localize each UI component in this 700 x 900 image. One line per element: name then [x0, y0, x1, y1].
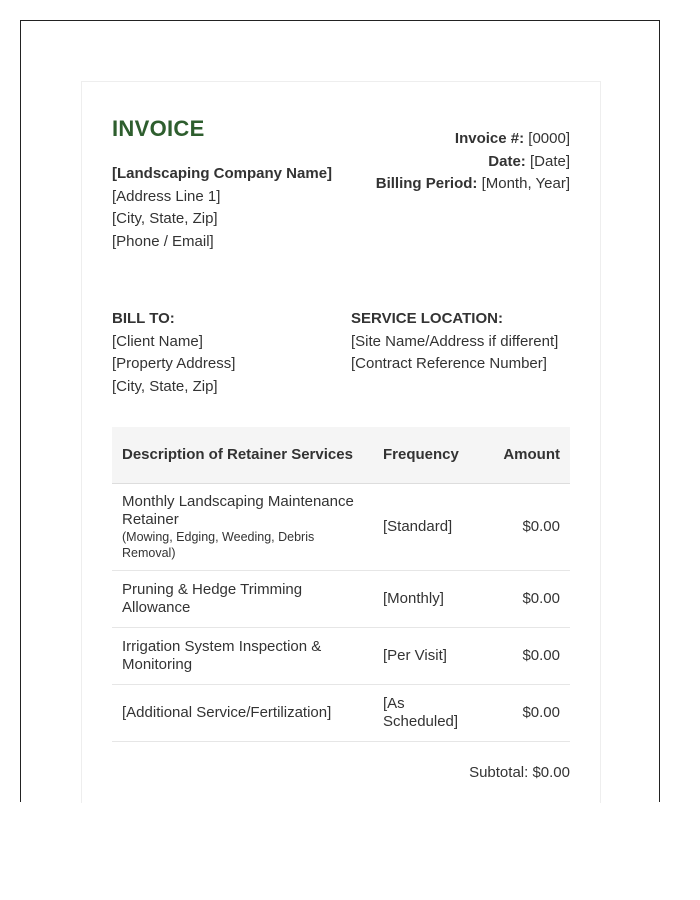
table-row	[112, 685, 570, 742]
row-frequency: [Per Visit]	[373, 628, 489, 685]
billing-period-label: Billing Period:	[375, 175, 478, 192]
billing-period-line	[376, 173, 570, 196]
row-amount: $0.00	[489, 571, 570, 628]
invoice-date-line	[376, 151, 570, 174]
header-frequency: Frequency	[373, 427, 489, 484]
row-description: [Additional Service/Fertilization]	[112, 685, 373, 742]
header-description: Description of Retainer Services	[112, 427, 373, 484]
row-amount: $0.00	[489, 628, 570, 685]
invoice-title: INVOICE	[112, 116, 205, 141]
row-amount: $0.00	[489, 685, 570, 742]
contract-reference: [Contract Reference Number]	[351, 355, 547, 372]
company-phone-email: [Phone / Email]	[112, 232, 214, 250]
service-site: [Site Name/Address if different]	[351, 332, 559, 350]
row-description: Monthly Landscaping Maintenance Retainer	[122, 493, 354, 528]
property-address: [Property Address]	[112, 355, 236, 372]
row-amount: $0.00	[489, 484, 570, 571]
services-table	[112, 427, 570, 742]
row-sub-description: (Mowing, Edging, Weeding, Debris Removal)	[122, 530, 315, 560]
row-description-cell	[112, 484, 373, 571]
row-frequency: [Monthly]	[373, 571, 489, 628]
bill-to-block	[112, 308, 342, 398]
service-location-heading: SERVICE LOCATION:	[351, 310, 503, 327]
header-amount: Amount	[489, 427, 570, 484]
table-row	[112, 484, 570, 571]
company-city-state-zip: [City, State, Zip]	[112, 210, 218, 227]
subtotal: Subtotal: $0.00	[469, 764, 570, 781]
invoice-date-value: [Date]	[525, 152, 570, 170]
company-address-line-1: [Address Line 1]	[112, 187, 221, 205]
invoice-number-value: [0000]	[524, 130, 570, 147]
invoice-number-line	[376, 128, 570, 151]
client-name: [Client Name]	[112, 332, 203, 350]
company-name: [Landscaping Company Name]	[112, 165, 333, 182]
billing-period-value: [Month, Year]	[477, 175, 570, 192]
row-description: Irrigation System Inspection & Monitoring	[112, 628, 373, 685]
company-block	[112, 163, 332, 253]
service-location-block	[351, 308, 576, 376]
invoice-number-label: Invoice #:	[454, 130, 525, 147]
table-row	[112, 628, 570, 685]
table-header-row	[112, 427, 570, 484]
row-frequency: [Standard]	[373, 484, 489, 571]
table-row	[112, 571, 570, 628]
client-city-state-zip: [City, State, Zip]	[112, 377, 218, 395]
bill-to-heading: BILL TO:	[112, 310, 175, 327]
row-frequency: [As Scheduled]	[373, 685, 489, 742]
invoice-date-label: Date:	[488, 152, 526, 170]
invoice-meta	[376, 128, 570, 196]
row-description: Pruning & Hedge Trimming Allowance	[112, 571, 373, 628]
